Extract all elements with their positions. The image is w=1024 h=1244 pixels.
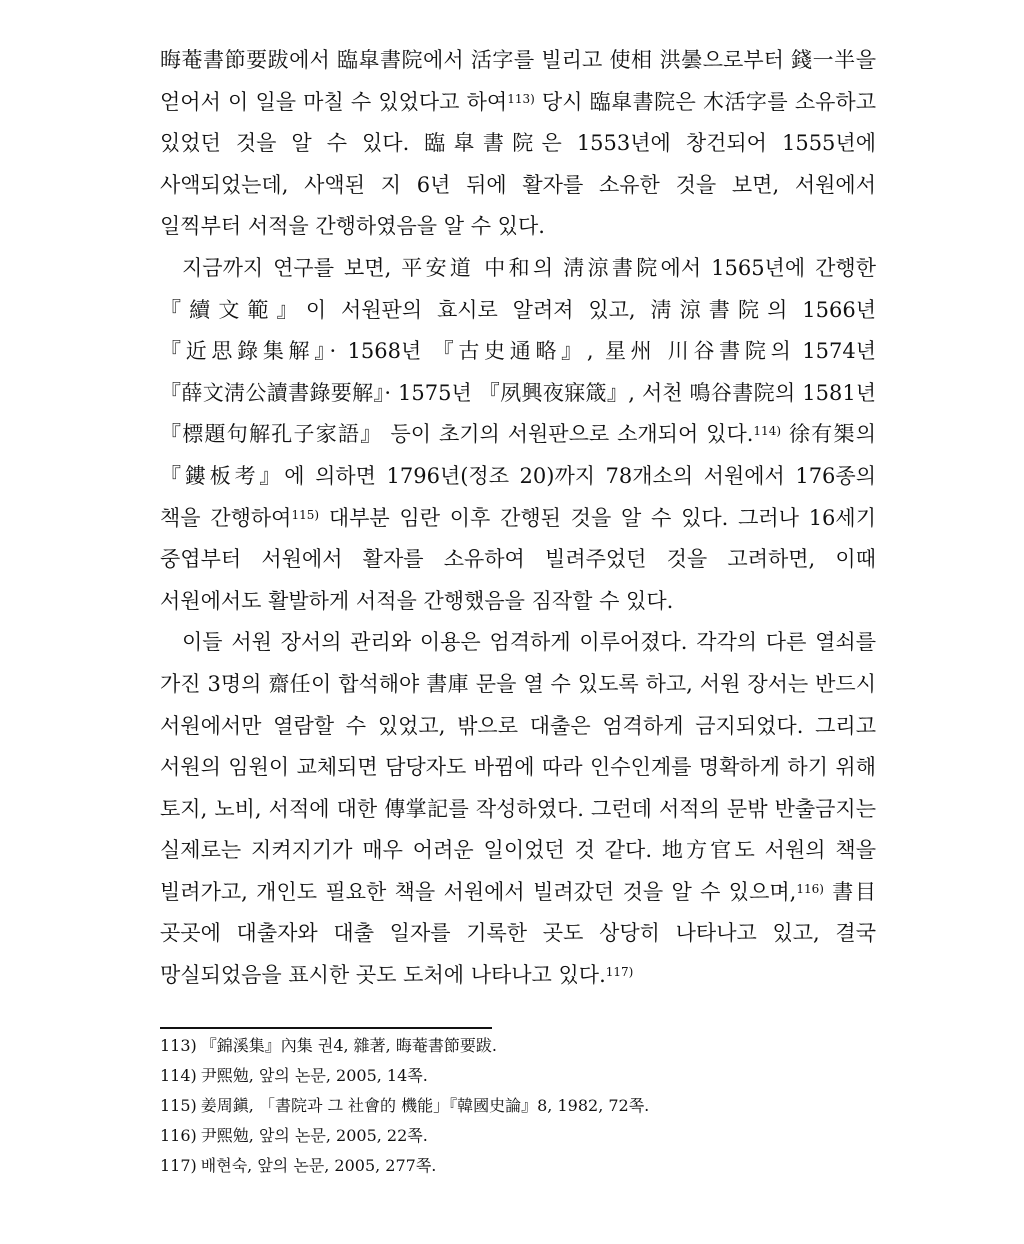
paragraph-text: 이들 서원 장서의 관리와 이용은 엄격하게 이루어졌다. 각각의 다른 열쇠를 가진 3명의 齋任이 합석해야 書庫 문을 열 수 있도록 하고, 서원 장서는 반드시 서원에서만 열람할 수 있었고, 밖으로 대출은 엄격하게 금지되었다. 그리고 서원의 임원이 교체되면 담당자도 바뀜에 따라 인수인계를 명확하게 하기 위해 토지, 노비, 서적에 대한 傳掌記를 작성하였다. 그런데 서적의 문밖 반출금지는 실제로는 지켜지기가 매우 어려운 일이었던 것 같다. 地方官도 서원의 책을 빌려가고, 개인도 필요한 책을 서원에서 빌려갔던 것을 알 수 있으며, xyxy=(160,630,876,904)
paragraph xyxy=(160,40,876,248)
footnote-reference: 117) xyxy=(605,965,634,980)
paragraph xyxy=(160,622,876,996)
footnote xyxy=(160,1121,876,1151)
paragraph-text: 徐有榘의 『鏤板考』에 의하면 1796년(정조 20)까지 78개소의 서원에서 176종의 책을 간행하여 xyxy=(160,422,876,530)
footnote-reference: 114) xyxy=(753,424,782,439)
footnote-text: 배현숙, 앞의 논문, 2005, 277쪽. xyxy=(200,1155,437,1175)
footnote-separator xyxy=(160,1027,492,1029)
footnote-number: 113) xyxy=(160,1035,197,1055)
footnote-text: 『錦溪集』內集 권4, 雜著, 晦菴書節要跋. xyxy=(200,1035,497,1055)
footnote-number: 116) xyxy=(160,1125,197,1145)
footnote-number: 117) xyxy=(160,1155,197,1175)
footnote-text: 姜周鎭, 「書院과 그 社會的 機能」『韓國史論』8, 1982, 72쪽. xyxy=(200,1095,650,1115)
footnote-text: 尹熙勉, 앞의 논문, 2005, 22쪽. xyxy=(200,1125,428,1145)
paragraph xyxy=(160,248,876,622)
footnote xyxy=(160,1151,876,1181)
paragraph-text: 書目 곳곳에 대출자와 대출 일자를 기록한 곳도 상당히 나타나고 있고, 결국 망실되었음을 표시한 곳도 도처에 나타나고 있다. xyxy=(160,879,876,988)
footnote-text: 尹熙勉, 앞의 논문, 2005, 14쪽. xyxy=(200,1065,428,1085)
footnote xyxy=(160,1061,876,1091)
paragraph-text: 晦菴書節要跋에서 臨皐書院에서 活字를 빌리고 使相 洪曇으로부터 錢一半을 얻어서 이 일을 마칠 수 있었다고 하여 xyxy=(160,48,876,114)
paragraph-text: 지금까지 연구를 보면, 平安道 中和의 淸涼書院에서 1565년에 간행한 『續文範』이 서원판의 효시로 알려져 있고, 淸涼書院의 1566년 『近思錄集解』· 1568년 『古史通略』, 星州 川谷書院의 1574년 『薛文淸公讀書錄要解』· 1575년 『夙興夜寐箴』, 서천 鳴谷書院의 1581년 『標題句解孔子家語』 등이 초기의 서원판으로 소개되어 있다. xyxy=(160,255,876,447)
body-text xyxy=(160,40,876,997)
footnote xyxy=(160,1091,876,1121)
paragraph-text: 대부분 임란 이후 간행된 것을 알 수 있다. 그러나 16세기 중엽부터 서원에서 활자를 소유하여 빌려주었던 것을 고려하면, 이때 서원에서도 활발하게 서적을 간행했음을 짐작할 수 있다. xyxy=(160,505,876,613)
paragraph-text: 당시 臨皐書院은 木活字를 소유하고 있었던 것을 알 수 있다. 臨皐書院은 1553년에 창건되어 1555년에 사액되었는데, 사액된 지 6년 뒤에 활자를 소유한 것을 보면, 서원에서 일찍부터 서적을 간행하였음을 알 수 있다. xyxy=(160,89,876,239)
footnote-reference: 115) xyxy=(291,507,320,522)
footnote-reference: 116) xyxy=(796,881,824,896)
footnote-number: 114) xyxy=(160,1065,197,1085)
footnote-list xyxy=(160,1031,876,1181)
document-page xyxy=(160,40,876,1181)
footnote xyxy=(160,1031,876,1061)
footnote-reference: 113) xyxy=(507,91,535,106)
footnote-number: 115) xyxy=(160,1095,197,1115)
